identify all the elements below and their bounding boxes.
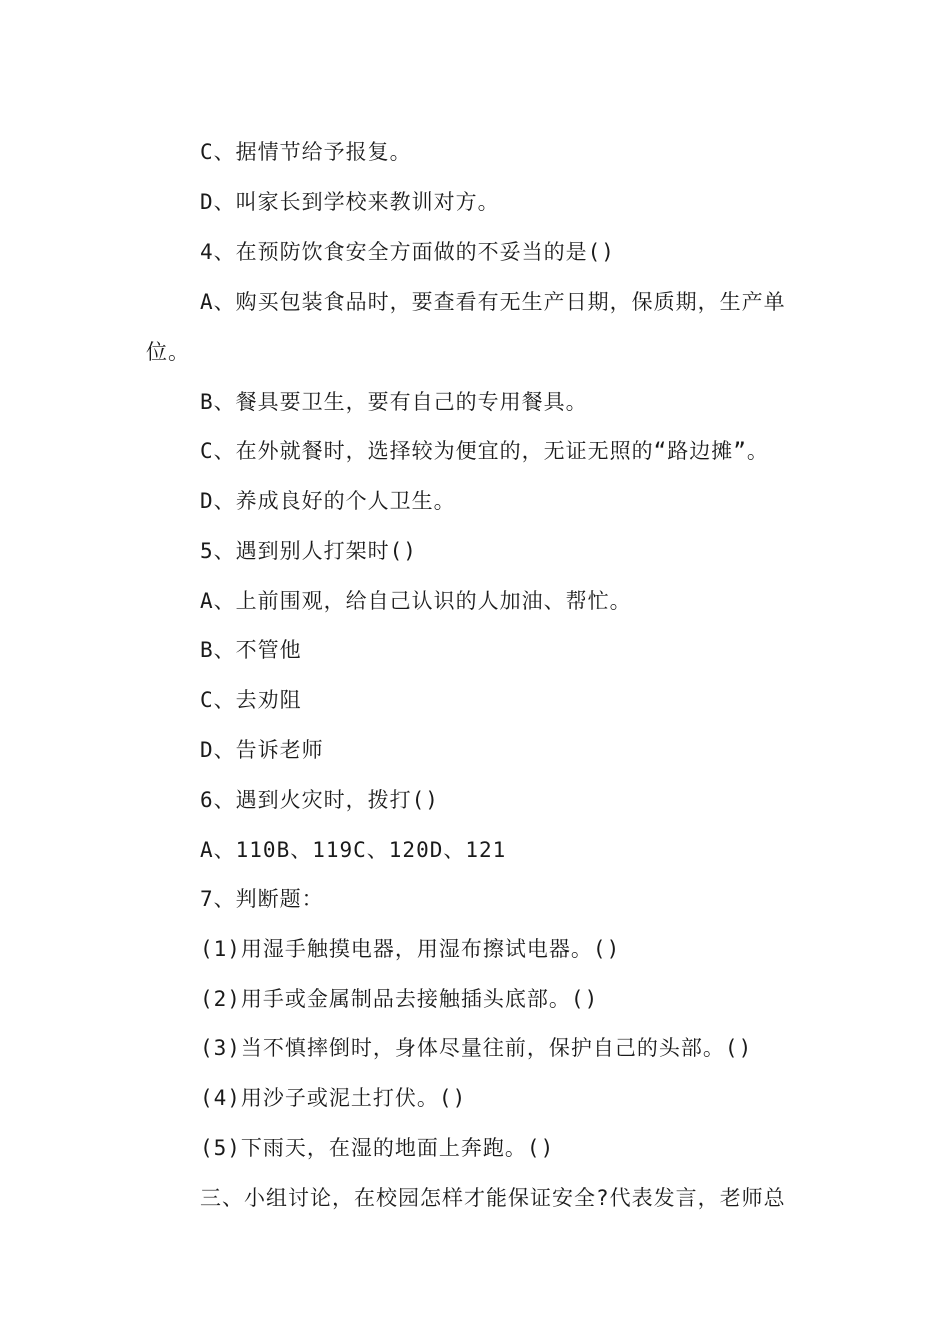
question-4-option-d: D、养成良好的个人卫生。: [200, 489, 456, 513]
option-d-call-parents: D、叫家长到学校来教训对方。: [200, 190, 500, 214]
question-4: 4、在预防饮食安全方面做的不妥当的是(): [200, 240, 615, 264]
question-5-option-d: D、告诉老师: [200, 738, 324, 762]
question-4-option-a-continued: 位。: [146, 340, 190, 364]
true-false-item-2: (2)用手或金属制品去接触插头底部。(): [200, 987, 599, 1011]
true-false-item-3: (3)当不慎摔倒时，身体尽量往前，保护自己的头部。(): [200, 1036, 753, 1060]
question-4-option-c: C、在外就餐时，选择较为便宜的，无证无照的“路边摊”。: [200, 439, 769, 463]
question-5-option-c: C、去劝阻: [200, 688, 302, 712]
option-c-retaliate: C、据情节给予报复。: [200, 140, 412, 164]
question-4-option-a: A、购买包装食品时，要查看有无生产日期，保质期，生产单: [200, 290, 786, 314]
question-7-heading: 7、判断题：: [200, 887, 324, 911]
question-5-option-b: B、不管他: [200, 638, 302, 662]
question-4-option-b: B、餐具要卫生，要有自己的专用餐具。: [200, 390, 588, 414]
section-3-discussion: 三、小组讨论，在校园怎样才能保证安全?代表发言，老师总: [200, 1186, 786, 1210]
question-5: 5、遇到别人打架时(): [200, 539, 417, 563]
question-5-option-a: A、上前围观，给自己认识的人加油、帮忙。: [200, 589, 632, 613]
question-6-options: A、110B、119C、120D、121: [200, 838, 507, 862]
true-false-item-4: (4)用沙子或泥土打伏。(): [200, 1086, 467, 1110]
true-false-item-5: (5)下雨天，在湿的地面上奔跑。(): [200, 1136, 555, 1160]
true-false-item-1: (1)用湿手触摸电器，用湿布擦试电器。(): [200, 937, 621, 961]
question-6: 6、遇到火灾时，拨打(): [200, 788, 439, 812]
